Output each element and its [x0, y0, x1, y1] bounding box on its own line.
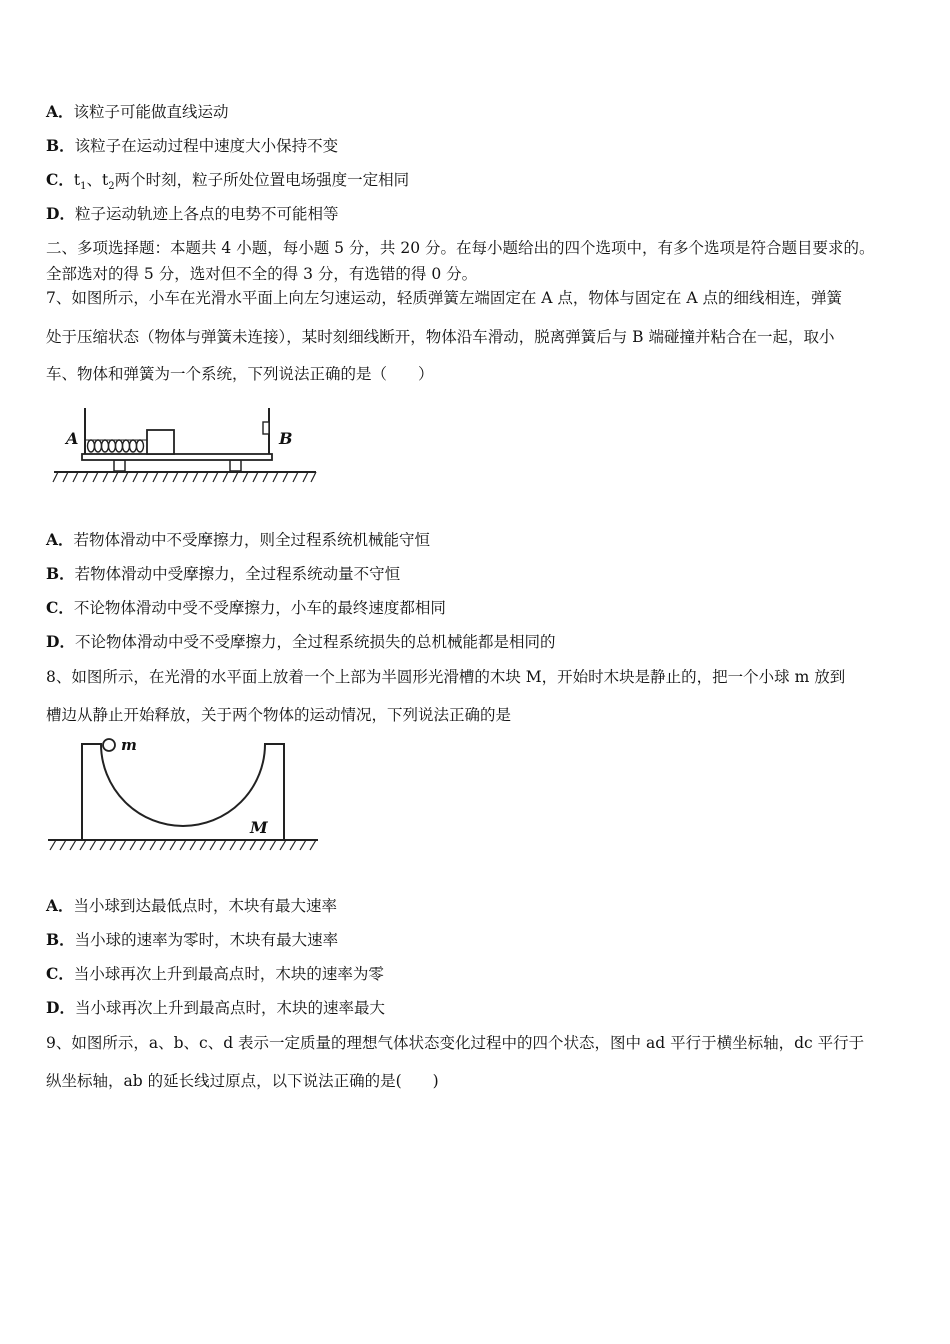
option-label: D． [46, 204, 75, 223]
q8-stem-line1: 8、如图所示，在光滑的水平面上放着一个上部为半圆形光滑槽的木块 M，开始时木块是静止的，把一个小球 m 放到 [46, 668, 846, 686]
q8-option-d [46, 998, 385, 1018]
label-a: A [66, 429, 79, 448]
option-text: 若物体滑动中受摩擦力，全过程系统动量不守恒 [74, 565, 401, 583]
option-text: 当小球的速率为零时，木块有最大速率 [74, 931, 339, 949]
q7-option-a [46, 530, 430, 550]
q7-option-b [46, 564, 400, 584]
q7-option-c [46, 598, 446, 618]
option-label: C． [46, 170, 74, 189]
q8-option-a [46, 896, 337, 916]
option-text: 当小球再次上升到最高点时，木块的速率最大 [74, 999, 385, 1017]
q9-stem-line1: 9、如图所示，a、b、c、d 表示一定质量的理想气体状态变化过程中的四个状态，图中 ad 平行于横坐标轴，dc 平行于 [46, 1034, 865, 1052]
option-label: C． [46, 964, 74, 983]
option-text: 不论物体滑动中受不受摩擦力，全过程系统损失的总机械能都是相同的 [74, 633, 556, 651]
option-text: 粒子运动轨迹上各点的电势不可能相等 [74, 205, 339, 223]
option-c-sub2: 2 [108, 181, 115, 193]
q7-stem-line2: 处于压缩状态（物体与弹簧未连接），某时刻细线断开，物体沿车滑动，脱离弹簧后与 B 端碰撞并粘合在一起，取小 [46, 328, 835, 346]
option-label: A． [46, 530, 74, 549]
q6-option-d [46, 204, 338, 224]
option-c-t1: t [73, 171, 81, 189]
label-m: m [121, 736, 137, 754]
option-text: 该粒子可能做直线运动 [73, 103, 229, 121]
option-label: A． [46, 102, 74, 121]
option-c-sub1: 1 [80, 181, 87, 193]
q6-option-b [46, 136, 338, 156]
q6-option-c [46, 170, 409, 197]
q8-figure [46, 732, 326, 860]
q7-stem-line1: 7、如图所示，小车在光滑水平面上向左匀速运动，轻质弹簧左端固定在 A 点，物体与固定在 A 点的细线相连，弹簧 [46, 289, 842, 307]
option-text: 不论物体滑动中受不受摩擦力，小车的最终速度都相同 [73, 599, 446, 617]
q9-stem-line2: 纵坐标轴，ab 的延长线过原点，以下说法正确的是( ) [46, 1072, 439, 1090]
q6-option-a [46, 102, 229, 122]
option-label: B． [46, 930, 75, 949]
option-label: D． [46, 632, 75, 651]
option-text: 若物体滑动中不受摩擦力，则全过程系统机械能守恒 [73, 531, 431, 549]
q8-option-b [46, 930, 338, 950]
option-label: B． [46, 564, 75, 583]
option-label: A． [46, 896, 74, 915]
option-text: 当小球再次上升到最高点时，木块的速率为零 [73, 965, 384, 983]
option-label: B． [46, 136, 75, 155]
section2-line1: 二、多项选择题：本题共 4 小题，每小题 5 分，共 20 分。在每小题给出的四个选项中，有多个选项是符合题目要求的。 [46, 239, 875, 257]
q7-stem-line3: 车、物体和弹簧为一个系统，下列说法正确的是（ ） [46, 365, 434, 383]
option-text: 当小球到达最低点时，木块有最大速率 [73, 897, 338, 915]
section2-line2: 全部选对的得 5 分，选对但不全的得 3 分，有选错的得 0 分。 [46, 265, 478, 283]
option-c-sep: 、t [86, 171, 109, 189]
option-text: 该粒子在运动过程中速度大小保持不变 [74, 137, 339, 155]
option-label: D． [46, 998, 75, 1017]
label-b: B [279, 429, 293, 448]
option-label: C． [46, 598, 74, 617]
q8-option-c [46, 964, 384, 984]
label-big-m: M [250, 818, 268, 837]
option-text: 两个时刻，粒子所处位置电场强度一定相同 [114, 171, 410, 189]
q7-figure [50, 398, 325, 490]
q7-option-d [46, 632, 555, 652]
q8-stem-line2: 槽边从静止开始释放，关于两个物体的运动情况，下列说法正确的是 [46, 706, 512, 724]
